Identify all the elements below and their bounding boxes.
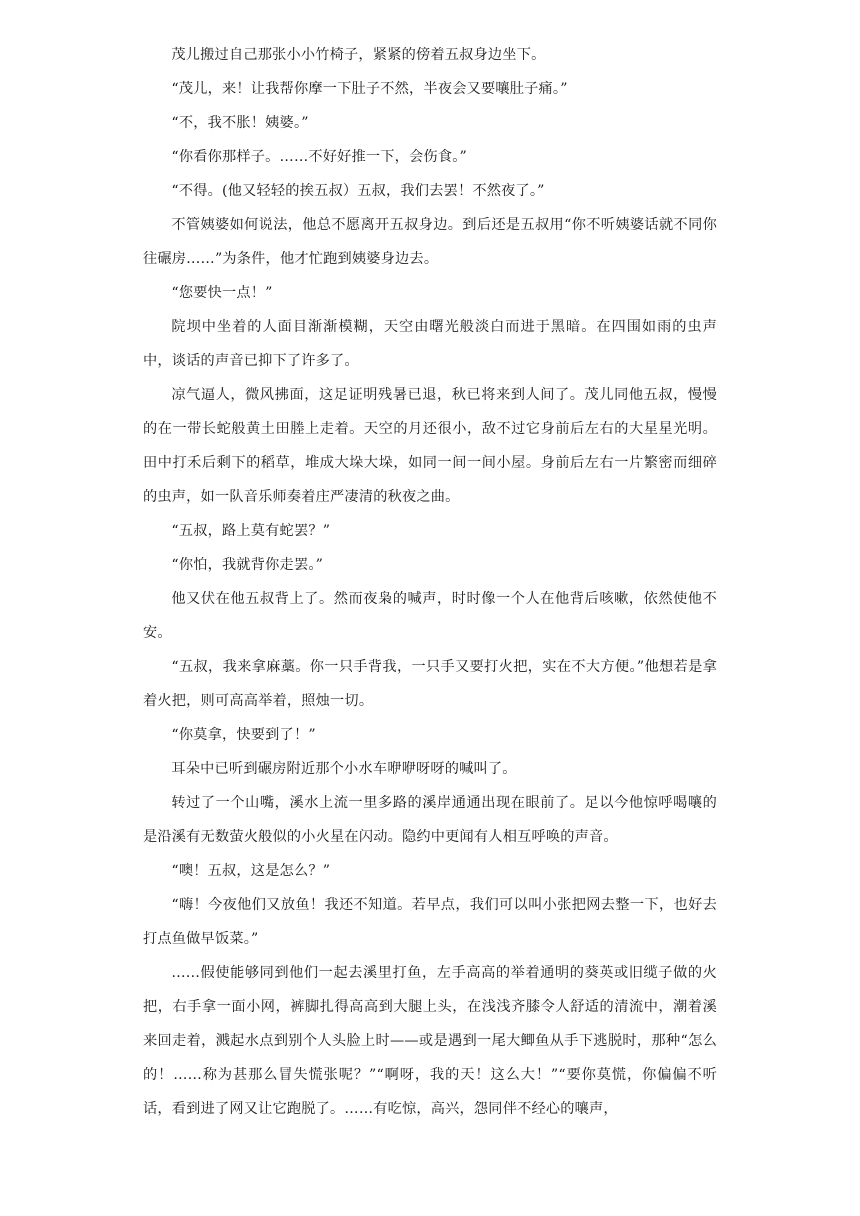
- paragraph: 转过了一个山嘴，溪水上流一里多路的溪岸通通出现在眼前了。足以今他惊呼喝嚷的是沿溪有无数萤火般似的小火星在闪动。隐约中更闻有人相互呼唤的声音。: [143, 795, 717, 845]
- document-body: [143, 38, 717, 1126]
- paragraph: “您要快一点！”: [171, 285, 273, 301]
- paragraph: “茂儿，来！让我帮你摩一下肚子不然，半夜会又要嚷肚子痛。”: [171, 81, 568, 97]
- paragraph: 凉气逼人，微风拂面，这足证明残暑已退，秋已将来到人间了。茂儿同他五叔，慢慢的在一带长蛇般黄土田塍上走着。天空的月还很小，敌不过它身前后左右的大星星光明。田中打禾后剩下的稻草，堆成大垛大垛，如同一间一间小屋。身前后左右一片繁密而细碎的虫声，如一队音乐师奏着庄严凄清的秋夜之曲。: [143, 387, 717, 505]
- paragraph: “五叔，路上莫有蛇罢？”: [171, 523, 331, 539]
- paragraph: “你莫拿，快要到了！”: [171, 727, 316, 743]
- paragraph: “你看你那样子。……不好好推一下，会伤食。”: [171, 149, 467, 165]
- paragraph: 不管姨婆如何说法，他总不愿离开五叔身边。到后还是五叔用“你不听姨婆话就不同你往碾房……”为条件，他才忙跑到姨婆身边去。: [143, 217, 717, 267]
- paragraph: “不得。(他又轻轻的挨五叔）五叔，我们去罢！不然夜了。”: [171, 183, 545, 199]
- paragraph: 茂儿搬过自己那张小小竹椅子，紧紧的傍着五叔身边坐下。: [171, 47, 546, 63]
- paragraph: “噢！五叔，这是怎么？”: [171, 863, 331, 879]
- paragraph: 院坝中坐着的人面目渐渐模糊，天空由曙光般淡白而进于黑暗。在四围如雨的虫声中，谈话的声音已抑下了许多了。: [143, 319, 717, 369]
- paragraph: “你怕，我就背你走罢。”: [171, 557, 324, 573]
- paragraph: ……假使能够同到他们一起去溪里打鱼，左手高高的举着通明的葵英或旧缆子做的火把，右手拿一面小网，裤脚扎得高高到大腿上头，在浅浅齐膝令人舒适的清流中，潮着溪来回走着，溅起水点到别个人头脸上时——或是遇到一尾大鲫鱼从手下逃脱时，那种“怎么的！……称为甚那么冒失慌张呢？”“啊呀，我的天！这么大！”“要你莫慌，你偏偏不听话，看到进了网又让它跑脱了。……有吃惊，高兴，怨同伴不经心的嚷声，: [143, 965, 717, 1117]
- paragraph: “不，我不胀！姨婆。”: [171, 115, 309, 131]
- paragraph: “五叔，我来拿麻藁。你一只手背我，一只手又要打火把，实在不大方便。”他想若是拿着火把，则可高高举着，照烛一切。: [143, 659, 717, 709]
- paragraph: 他又伏在他五叔背上了。然而夜枭的喊声，时时像一个人在他背后咳嗽，依然使他不安。: [143, 591, 717, 641]
- paragraph: “嗨！今夜他们又放鱼！我还不知道。若早点，我们可以叫小张把网去整一下，也好去打点鱼做早饭菜。”: [143, 897, 717, 947]
- paragraph: 耳朵中已听到碾房附近那个小水车咿咿呀呀的喊叫了。: [171, 761, 517, 777]
